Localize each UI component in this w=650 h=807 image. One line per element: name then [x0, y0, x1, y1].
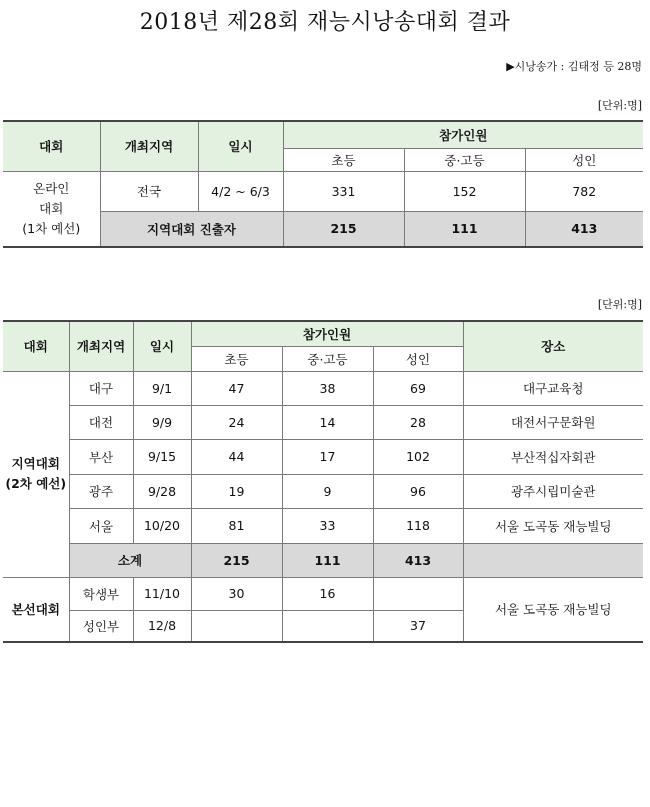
- table-row-elementary: 81: [191, 508, 282, 543]
- header-event: 대회: [3, 321, 69, 371]
- header-event: 대회: [3, 121, 100, 171]
- table-row-middle-high: 38: [282, 371, 373, 405]
- table-row-adult: 96: [373, 474, 463, 508]
- table-row-middle-high: 14: [282, 405, 373, 439]
- table-row-adult: 102: [373, 439, 463, 474]
- unit-label-2: [단위:명]: [597, 298, 642, 311]
- adult-middle-high: [282, 610, 373, 642]
- final-venue: 서울 도곡동 재능빌딩: [463, 577, 643, 642]
- table-row-middle-high: 33: [282, 508, 373, 543]
- header-adult: 성인: [373, 346, 463, 371]
- table-row-date: 9/28: [133, 474, 191, 508]
- subtotal-middle-high: 111: [282, 543, 373, 577]
- header-venue: 장소: [463, 321, 643, 371]
- student-division: 학생부: [69, 577, 133, 610]
- table-row-elementary: 19: [191, 474, 282, 508]
- final-event-name: 본선대회: [3, 577, 69, 642]
- header-participants: 참가인원: [283, 121, 643, 148]
- table-row-adult: 28: [373, 405, 463, 439]
- header-date: 일시: [133, 321, 191, 371]
- online-region: 전국: [100, 171, 198, 211]
- table-row-venue: 광주시립미술관: [463, 474, 643, 508]
- table-row-region: 부산: [69, 439, 133, 474]
- table-row-elementary: 44: [191, 439, 282, 474]
- subtotal-label: 소계: [69, 543, 191, 577]
- table-row-date: 10/20: [133, 508, 191, 543]
- regional-line2: (2차 예선): [5, 476, 67, 491]
- regional-final-table: [3, 320, 643, 643]
- table-row-region: 광주: [69, 474, 133, 508]
- regional-event-name: [3, 371, 69, 577]
- adult-division: 성인부: [69, 610, 133, 642]
- header-elementary: 초등: [283, 148, 404, 171]
- header-region: 개최지역: [100, 121, 198, 171]
- header-middle-high: 중·고등: [282, 346, 373, 371]
- subtotal-adult: 413: [373, 543, 463, 577]
- unit-label-1: [단위:명]: [597, 99, 642, 112]
- subtotal-elementary: 215: [191, 543, 282, 577]
- participants-note: ▶시낭송가 : 김태정 등 28명: [506, 60, 642, 73]
- online-event-name: [3, 171, 100, 247]
- online-event-line2: 대회: [39, 200, 64, 216]
- table-row-adult: 69: [373, 371, 463, 405]
- table-row-elementary: 24: [191, 405, 282, 439]
- online-middle-high: 152: [404, 171, 525, 211]
- regional-line1: 지역대회: [11, 456, 60, 471]
- student-elementary: 30: [191, 577, 282, 610]
- adult-adult: 37: [373, 610, 463, 642]
- student-date: 11/10: [133, 577, 191, 610]
- header-middle-high: 중·고등: [404, 148, 525, 171]
- header-elementary: 초등: [191, 346, 282, 371]
- header-adult: 성인: [525, 148, 643, 171]
- advance-middle-high: 111: [404, 211, 525, 247]
- student-adult: [373, 577, 463, 610]
- table-row-region: 대전: [69, 405, 133, 439]
- table-row-venue: 대전서구문화원: [463, 405, 643, 439]
- subtotal-venue: [463, 543, 643, 577]
- table-row-region: 서울: [69, 508, 133, 543]
- student-middle-high: 16: [282, 577, 373, 610]
- table-row-adult: 118: [373, 508, 463, 543]
- header-region: 개최지역: [69, 321, 133, 371]
- table-row-region: 대구: [69, 371, 133, 405]
- header-participants: 참가인원: [191, 321, 463, 346]
- table-row-venue: 대구교육청: [463, 371, 643, 405]
- advance-elementary: 215: [283, 211, 404, 247]
- page-title: 2018년 제28회 재능시낭송대회 결과: [139, 10, 511, 35]
- table-row-date: 9/9: [133, 405, 191, 439]
- table-row-elementary: 47: [191, 371, 282, 405]
- online-contest-table: [3, 120, 643, 248]
- adult-date: 12/8: [133, 610, 191, 642]
- table-row-date: 9/1: [133, 371, 191, 405]
- advance-label: 지역대회 진출자: [100, 211, 283, 247]
- online-date: 4/2 ~ 6/3: [198, 171, 283, 211]
- table-row-venue: 부산적십자회관: [463, 439, 643, 474]
- table-row-middle-high: 17: [282, 439, 373, 474]
- table-row-middle-high: 9: [282, 474, 373, 508]
- online-elementary: 331: [283, 171, 404, 211]
- table-row-venue: 서울 도곡동 재능빌딩: [463, 508, 643, 543]
- online-adult: 782: [525, 171, 643, 211]
- header-date: 일시: [198, 121, 283, 171]
- table-row-date: 9/15: [133, 439, 191, 474]
- online-event-line1: 온라인: [33, 180, 70, 196]
- adult-elementary: [191, 610, 282, 642]
- advance-adult: 413: [525, 211, 643, 247]
- online-event-line3: (1차 예선): [22, 220, 81, 236]
